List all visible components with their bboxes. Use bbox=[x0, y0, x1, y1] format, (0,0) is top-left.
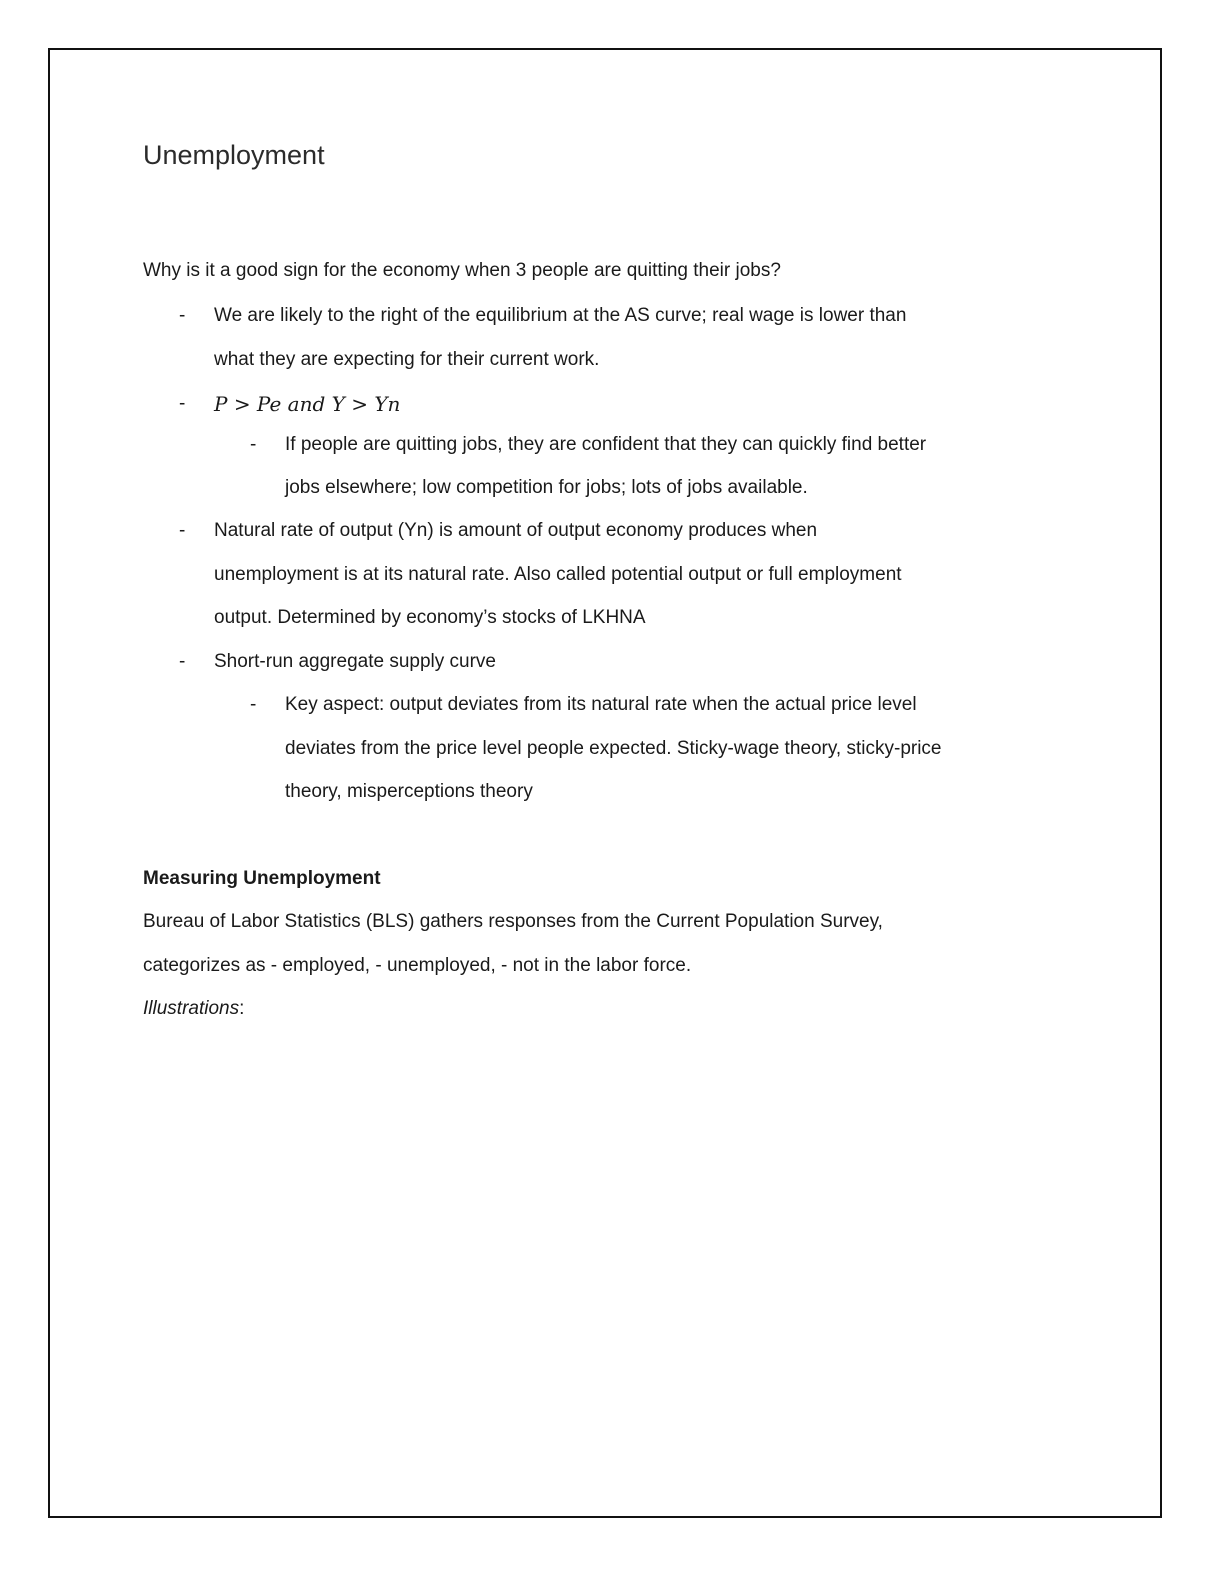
sub-bullet-dash: - bbox=[250, 434, 257, 455]
bullet-2-math-expression: P > Pe and Y > Yn bbox=[214, 392, 401, 416]
sub-bullet-4-line-2: deviates from the price level people expected. Sticky-wage theory, sticky-price bbox=[285, 738, 942, 759]
bullet-1-line-1: We are likely to the right of the equilibrium at the AS curve; real wage is lower than bbox=[214, 305, 907, 326]
page-title: Unemployment bbox=[143, 140, 325, 170]
sub-bullet-2-line-2: jobs elsewhere; low competition for jobs; lots of jobs available. bbox=[285, 477, 808, 498]
bullet-3-line-1: Natural rate of output (Yn) is amount of output economy produces when bbox=[214, 520, 818, 541]
sub-bullet-4-line-1: Key aspect: output deviates from its natural rate when the actual price level bbox=[285, 694, 917, 715]
illustrations-colon: : bbox=[239, 998, 245, 1019]
bullet-3-line-2: unemployment is at its natural rate. Also called potential output or full employment bbox=[214, 564, 902, 585]
bullet-1-line-2: what they are expecting for their current work. bbox=[214, 349, 600, 370]
illustrations-label-text: Illustrations bbox=[143, 998, 240, 1019]
bullet-dash: - bbox=[179, 651, 186, 672]
bullet-3-line-3: output. Determined by economy’s stocks of LKHNA bbox=[214, 607, 646, 628]
measuring-line-2: categorizes as - employed, - unemployed, - not in the labor force. bbox=[143, 955, 692, 976]
bullet-4-line-1: Short-run aggregate supply curve bbox=[214, 651, 496, 672]
bullet-dash: - bbox=[179, 393, 186, 414]
section-heading-measuring-unemployment: Measuring Unemployment bbox=[143, 868, 381, 889]
sub-bullet-2-line-1: If people are quitting jobs, they are confident that they can quickly find better bbox=[285, 434, 927, 455]
bullet-dash: - bbox=[179, 520, 186, 541]
measuring-line-1: Bureau of Labor Statistics (BLS) gathers responses from the Current Population Survey, bbox=[143, 911, 883, 932]
question-text: Why is it a good sign for the economy when 3 people are quitting their jobs? bbox=[143, 260, 781, 281]
illustrations-label bbox=[143, 996, 244, 1022]
sub-bullet-dash: - bbox=[250, 694, 257, 715]
bullet-dash: - bbox=[179, 305, 186, 326]
sub-bullet-4-line-3: theory, misperceptions theory bbox=[285, 781, 533, 802]
